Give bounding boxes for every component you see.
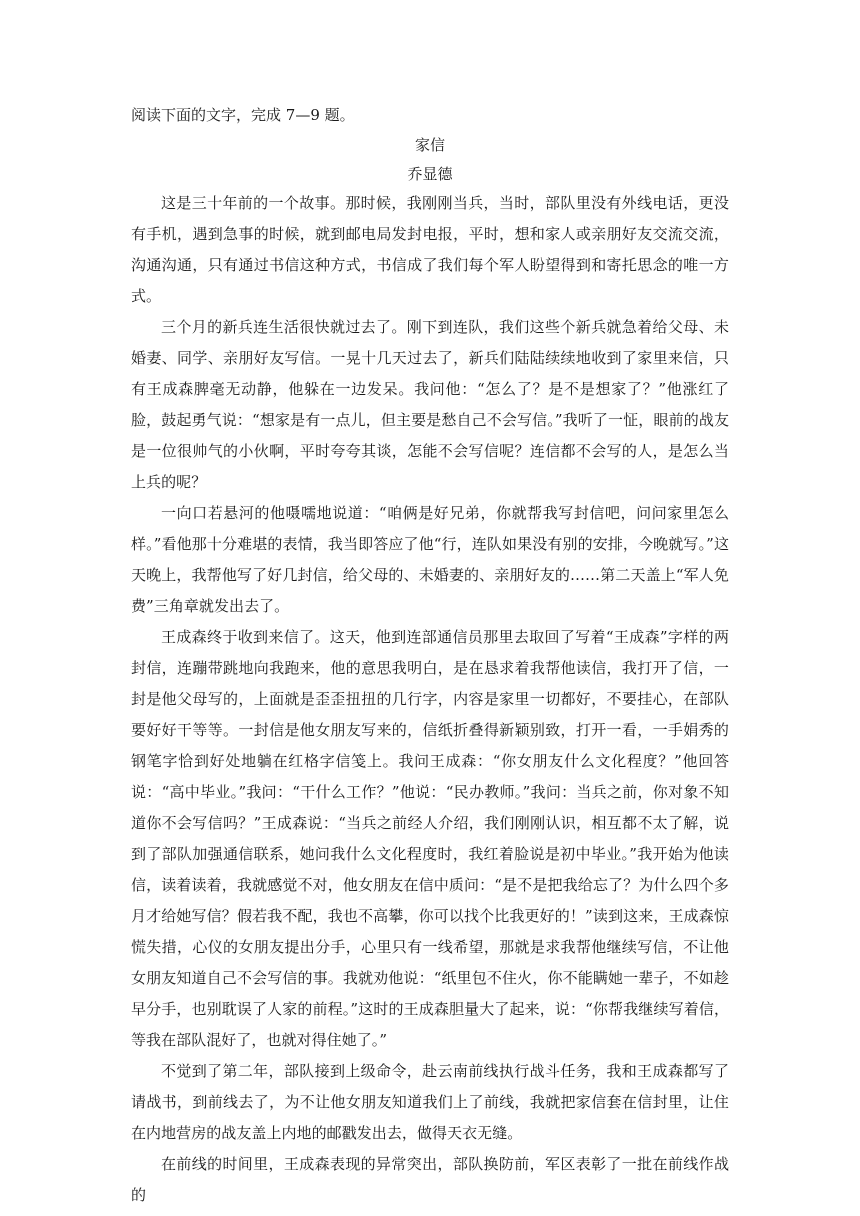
article-paragraph: 这是三十年前的一个故事。那时候，我刚刚当兵，当时，部队里没有外线电话，更没有手机，遇到急事的时候，就到邮电局发封电报，平时，想和家人或亲朋好友交流交流，沟通沟通，只有通过书信这种方式，书信成了我们每个军人盼望得到和寄托思念的唯一方式。 xyxy=(131,194,729,305)
question-instruction: 阅读下面的文字，完成 7—9 题。 xyxy=(131,106,355,124)
article-paragraph: 三个月的新兵连生活很快就过去了。刚下到连队，我们这些个新兵就急着给父母、未婚妻、同学、亲朋好友写信。一晃十几天过去了，新兵们陆陆续续地收到了家里来信，只有王成森脾毫无动静，他躲在一边发呆。我问他：“怎么了？是不是想家了？”他涨红了脸，鼓起勇气说：“想家是有一点儿，但主要是愁自己不会写信。”我听了一怔，眼前的战友是一位很帅气的小伙啊，平时夸夸其谈，怎能不会写信呢？连信都不会写的人，是怎么当上兵的呢？ xyxy=(131,318,729,491)
document-page xyxy=(131,101,729,1211)
article-paragraph: 在前线的时间里，王成森表现的异常突出，部队换防前，军区表彰了一批在前线作战的 xyxy=(131,1155,729,1204)
article-paragraph: 王成森终于收到来信了。这天，他到连部通信员那里去取回了写着“王成森”字样的两封信，连蹦带跳地向我跑来，他的意思我明白，是在恳求着我帮他读信，我打开了信，一封是他父母写的，上面就是歪歪扭扭的几行字，内容是家里一切都好，不要挂心，在部队要好好干等等。一封信是他女朋友写来的，信纸折叠得新颖别致，打开一看，一手娟秀的钢笔字恰到好处地躺在红格字信笺上。我问王成森：“你女朋友什么文化程度？”他回答说：“高中毕业。”我问：“干什么工作？”他说：“民办教师。”我问：当兵之前，你对象不知道你不会写信吗？”王成森说：“当兵之前经人介绍，我们刚刚认识，相互都不太了解，说到了部队加强通信联系，她问我什么文化程度时，我红着脸说是初中毕业。”我开始为他读信，读着读着，我就感觉不对，他女朋友在信中质问：“是不是把我给忘了？为什么四个多月才给她写信？假若我不配，我也不高攀，你可以找个比我更好的！”读到这来，王成森惊慌失措，心仪的女朋友提出分手，心里只有一线希望，那就是求我帮他继续写信，不让他女朋友知道自己不会写信的事。我就劝他说：“纸里包不住火，你不能瞒她一辈子，不如趁早分手，也别耽误了人家的前程。”这时的王成森胆量大了起来，说：“你帮我继续写着信，等我在部队混好了，也就对得住她了。” xyxy=(131,628,729,1049)
article-paragraph: 一向口若悬河的他嗫嚅地说道：“咱俩是好兄弟，你就帮我写封信吧，问问家里怎么样。”看他那十分难堪的表情，我当即答应了他“行，连队如果没有别的安排，今晚就写。”这天晚上，我帮他写了好几封信，给父母的、未婚妻的、亲朋好友的……第二天盖上“军人免费”三角章就发出去了。 xyxy=(131,504,729,615)
article-author: 乔显德 xyxy=(407,165,453,183)
article-title: 家信 xyxy=(414,136,445,154)
article-paragraph: 不觉到了第二年，部队接到上级命令，赴云南前线执行战斗任务，我和王成森都写了请战书，到前线去了，为不让他女朋友知道我们上了前线，我就把家信套在信封里，让住在内地营房的战友盖上内地的邮戳发出去，做得天衣无缝。 xyxy=(131,1062,729,1142)
